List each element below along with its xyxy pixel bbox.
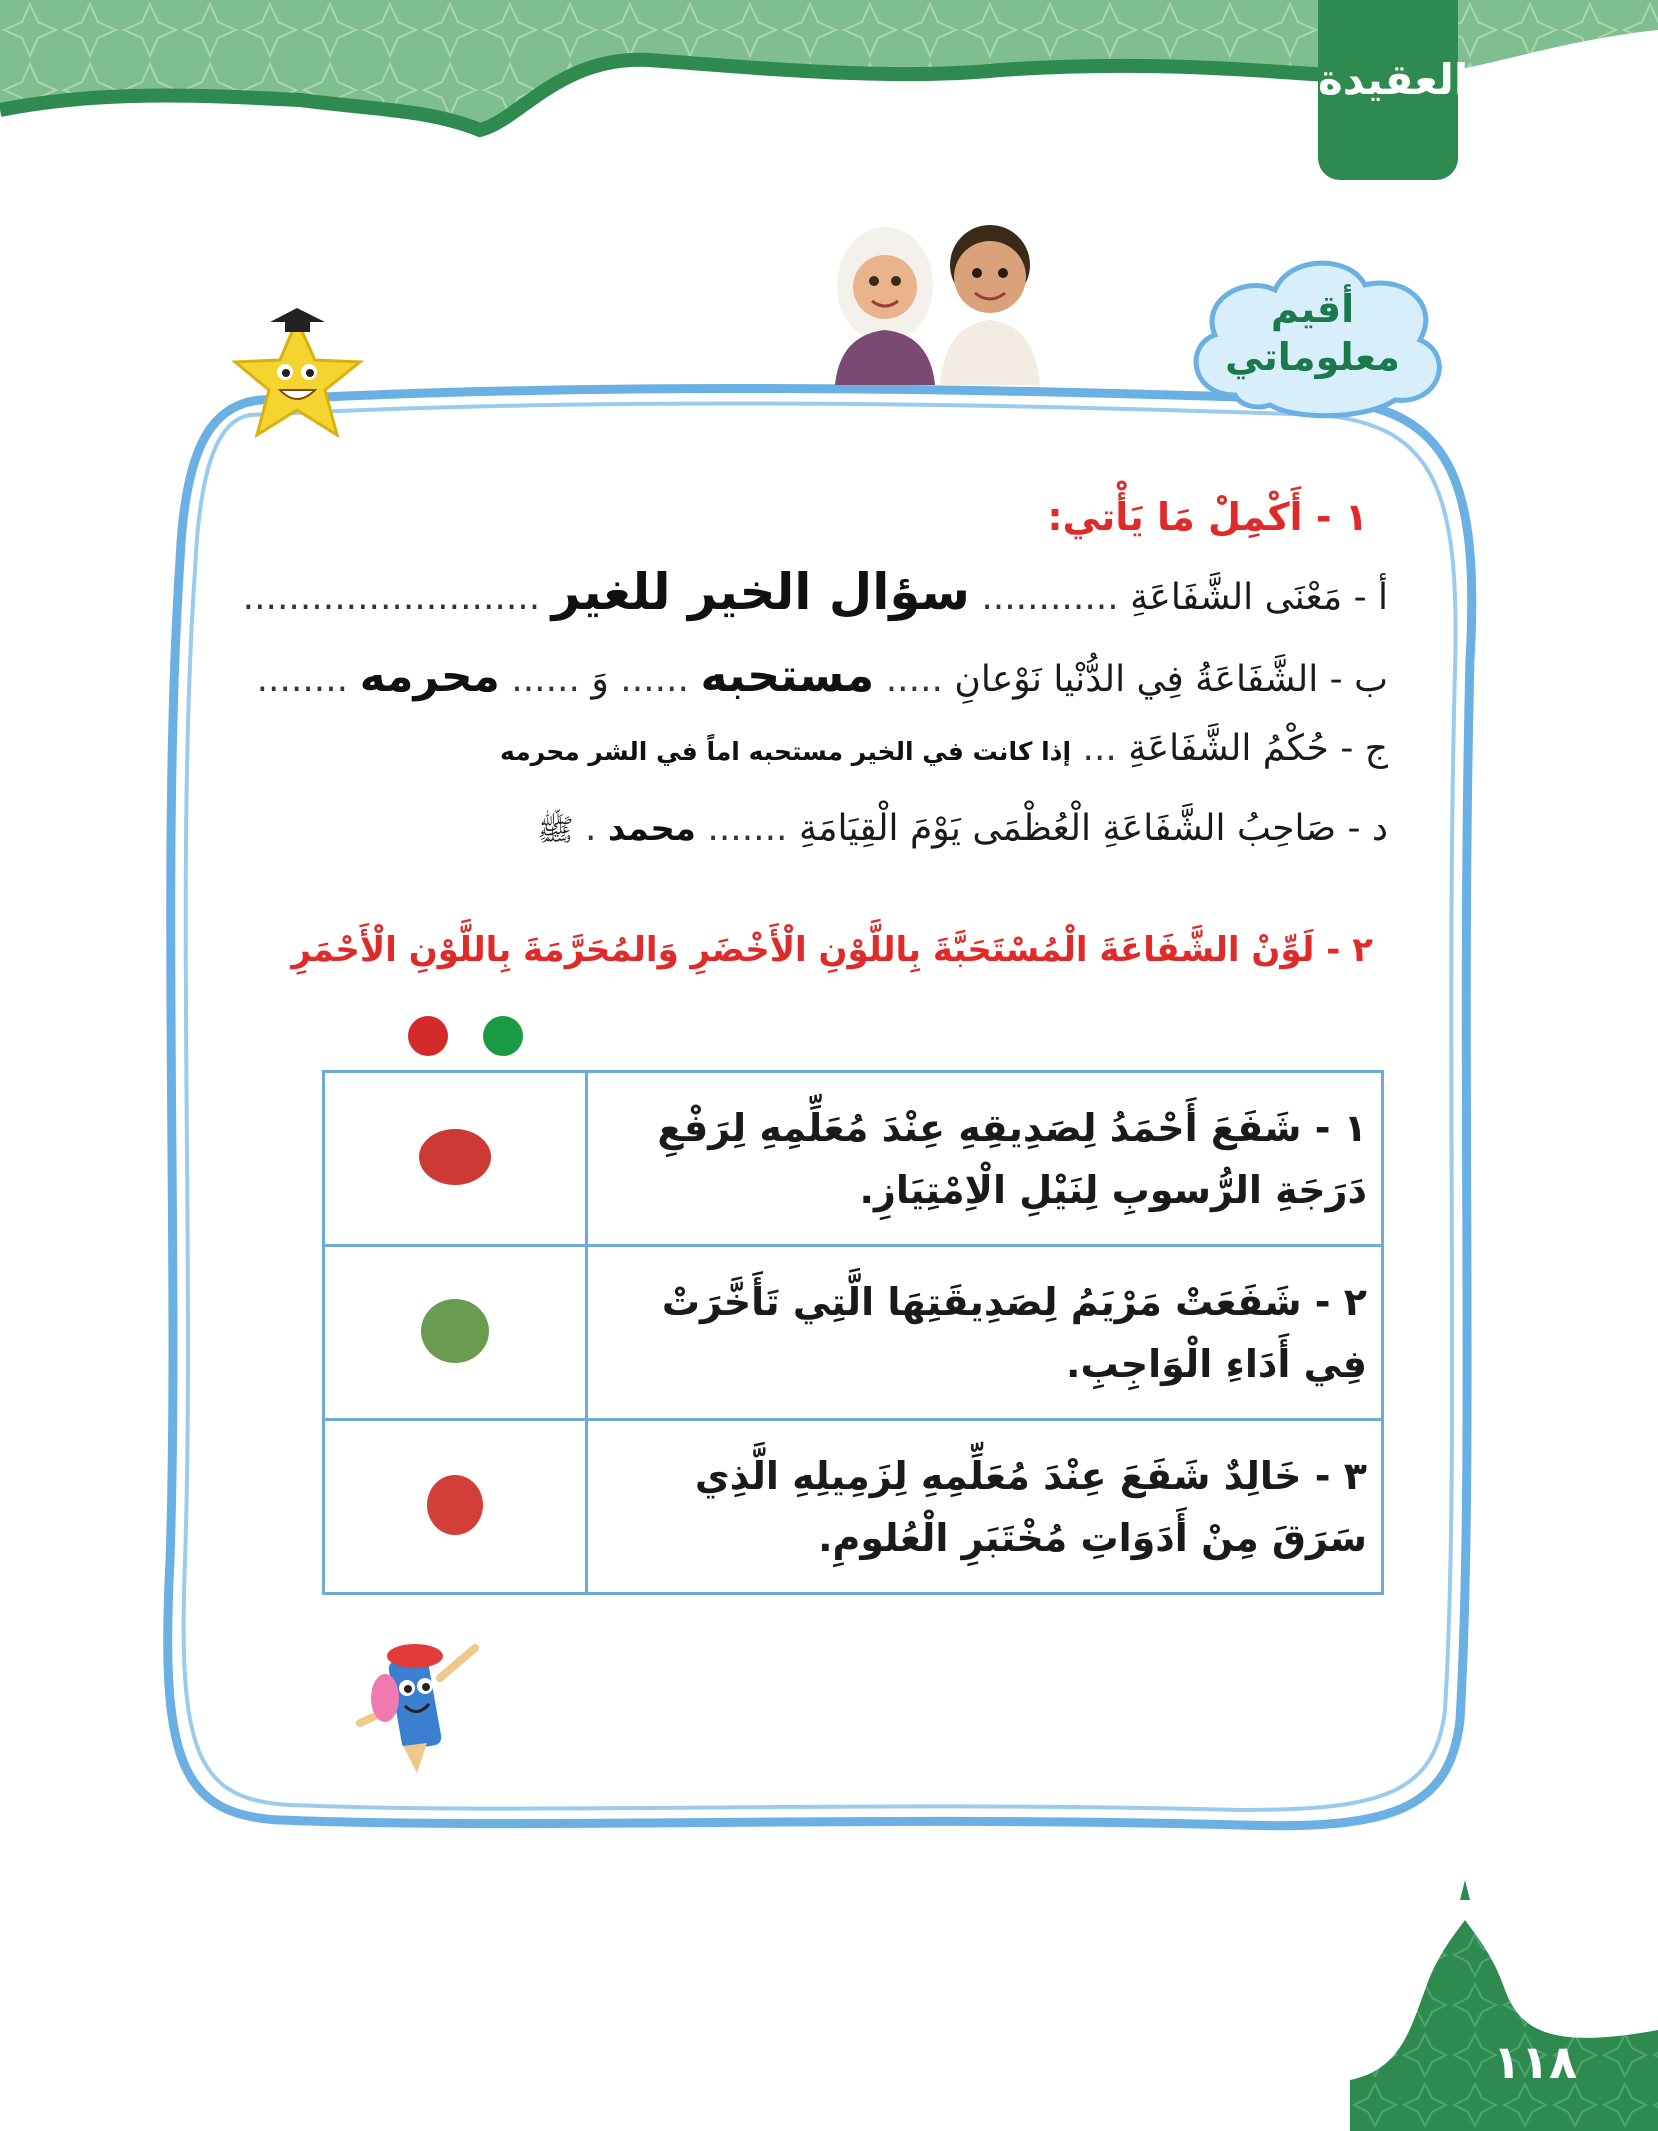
question-1b-conjunction: وَ — [591, 659, 609, 700]
red-color-dot — [408, 1016, 448, 1056]
question-2-title: ٢ - لَوِّنْ الشَّفَاعَةَ الْمُسْتَحَبَّةَ بِاللَّوْنِ الْأَخْضَرِ وَالمُحَرَّمَةَ بِاللَّوْنِ الْأَحْمَرِ — [291, 930, 1373, 970]
question-1d — [537, 808, 1388, 855]
answer-1c[interactable]: إذا كانت في الخير مستحبه اماً في الشر محرمه — [500, 737, 1072, 766]
dotted-fill: ........ — [256, 659, 349, 700]
statement-cell: ١ - شَفَعَ أَحْمَدُ لِصَدِيقِهِ عِنْدَ مُعَلِّمِهِ لِرَفْعِ دَرَجَةِ الرُّسوبِ لِنَيْلِ الْاِمْتِيَازِ. — [587, 1072, 1383, 1246]
honorific-symbol: ﷺ — [537, 813, 574, 848]
color-blob — [415, 1122, 495, 1192]
question-1c-prefix: ج - حُكْمُ الشَّفَاعَةِ — [1128, 728, 1388, 769]
dotted-fill: ............ — [981, 577, 1119, 618]
dotted-fill: ... — [1082, 728, 1117, 769]
dotted-fill: ....... — [707, 808, 788, 849]
kids-illustration — [820, 215, 1050, 385]
section-title: العقيدة — [1318, 55, 1469, 104]
table-row — [324, 1246, 1383, 1420]
dotted-fill: ...... — [511, 659, 580, 700]
statement-cell: ٢ - شَفَعَتْ مَرْيَمُ لِصَدِيقَتِهَا الَّتِي تَأَخَّرَتْ فِي أَدَاءِ الْوَاجِبِ. — [587, 1246, 1383, 1420]
coloring-table — [322, 1070, 1384, 1595]
pencil-mascot — [345, 1628, 495, 1778]
badge-line-2: معلوماتي — [1225, 335, 1400, 379]
dotted-fill: .......................... — [242, 577, 541, 618]
question-1a-prefix: أ - مَعْنَى الشَّفَاعَةِ — [1130, 577, 1388, 618]
question-1a — [243, 563, 1388, 621]
question-1b-prefix: ب - الشَّفَاعَةُ فِي الدُّنْيا نَوْعانِ — [954, 659, 1388, 700]
section-tab — [1318, 0, 1469, 180]
color-answer-cell[interactable] — [324, 1072, 587, 1246]
color-answer-cell[interactable] — [324, 1246, 587, 1420]
question-1b — [257, 648, 1388, 702]
dotted-fill: . — [585, 808, 597, 849]
color-answer-cell[interactable] — [324, 1420, 587, 1594]
dotted-fill: ..... — [885, 659, 943, 700]
table-row — [324, 1072, 1383, 1246]
page-number: ١١٨ — [1492, 2035, 1578, 2089]
badge-line-1: أقيم — [1270, 287, 1355, 331]
dotted-fill: ...... — [620, 659, 689, 700]
mosque-dome-decoration — [1350, 1880, 1658, 2131]
badge-title — [1190, 285, 1435, 381]
table-row — [324, 1420, 1383, 1594]
star-mascot — [225, 300, 370, 450]
statement-cell: ٣ - خَالِدٌ شَفَعَ عِنْدَ مُعَلِّمِهِ لِزَمِيلِهِ الَّذِي سَرَقَ مِنْ أَدَوَاتِ مُخْتَبَرِ الْعُلومِ. — [587, 1420, 1383, 1594]
color-blob — [415, 1291, 495, 1371]
answer-1d[interactable]: محمد — [607, 809, 696, 849]
question-1-title: ١ - أَكْمِلْ مَا يَأْتي: — [1047, 495, 1368, 539]
green-color-dot — [483, 1016, 523, 1056]
answer-1a[interactable]: سؤال الخير للغير — [551, 563, 970, 621]
color-blob — [420, 1470, 490, 1540]
question-1d-prefix: د - صَاحِبُ الشَّفَاعَةِ الْعُظْمَى يَوْمَ الْقِيَامَةِ — [798, 808, 1388, 849]
answer-1b-first[interactable]: مستحبه — [700, 648, 875, 702]
answer-1b-second[interactable]: محرمه — [359, 651, 500, 702]
question-1c — [500, 728, 1388, 769]
